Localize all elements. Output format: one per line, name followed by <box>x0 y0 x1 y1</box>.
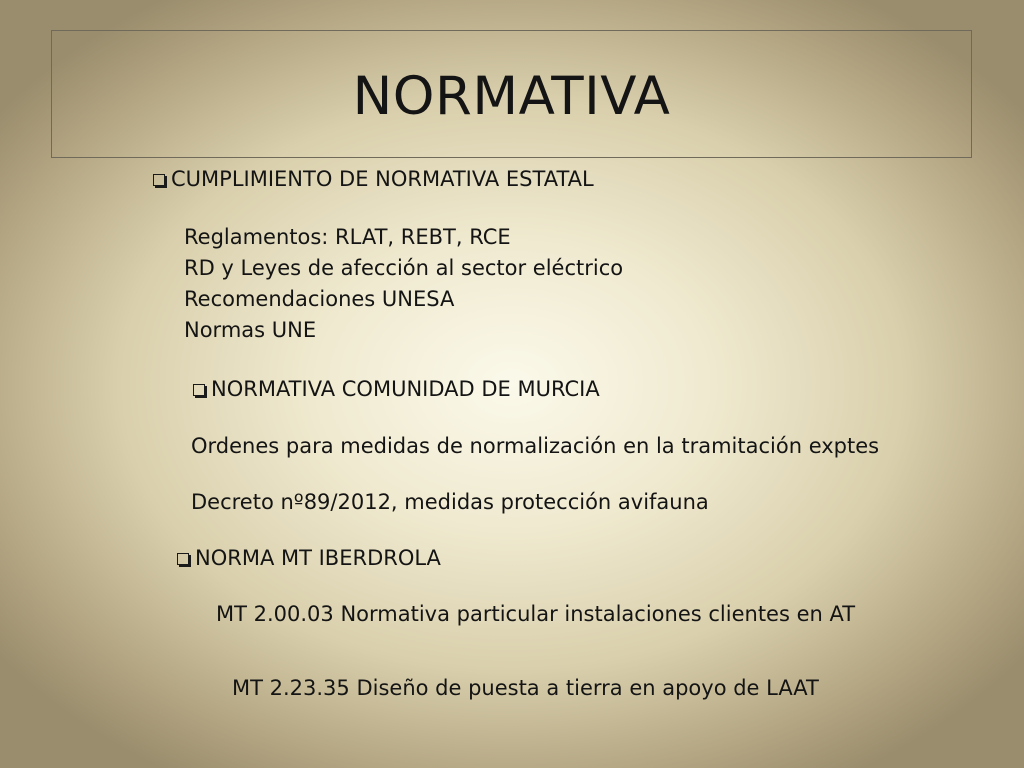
section-heading-murcia <box>193 374 600 405</box>
section-heading-text: CUMPLIMIENTO DE NORMATIVA ESTATAL <box>171 167 594 191</box>
list-item: Decreto nº89/2012, medidas protección avifauna <box>191 490 709 514</box>
list-item: MT 2.23.35 Diseño de puesta a tierra en apoyo de LAAT <box>232 676 819 700</box>
section-heading-estatal <box>153 164 594 195</box>
section-heading-text: NORMATIVA COMUNIDAD DE MURCIA <box>211 377 600 401</box>
section-heading-text: NORMA MT IBERDROLA <box>195 546 441 570</box>
estatal-list <box>184 222 623 346</box>
checkbox-bullet-icon <box>193 384 205 396</box>
slide-title: NORMATIVA <box>352 65 671 127</box>
list-item: Ordenes para medidas de normalización en la tramitación exptes <box>191 434 880 458</box>
checkbox-bullet-icon <box>153 174 165 186</box>
section-heading-iberdrola <box>177 543 441 574</box>
list-item: RD y Leyes de afección al sector eléctrico <box>184 256 624 280</box>
list-item: Reglamentos: RLAT, REBT, RCE <box>184 225 511 249</box>
list-item: MT 2.00.03 Normativa particular instalaciones clientes en AT <box>216 602 856 626</box>
checkbox-bullet-icon <box>177 553 189 565</box>
list-item: Normas UNE <box>184 318 317 342</box>
title-box <box>51 30 972 158</box>
list-item: Recomendaciones UNESA <box>184 287 455 311</box>
